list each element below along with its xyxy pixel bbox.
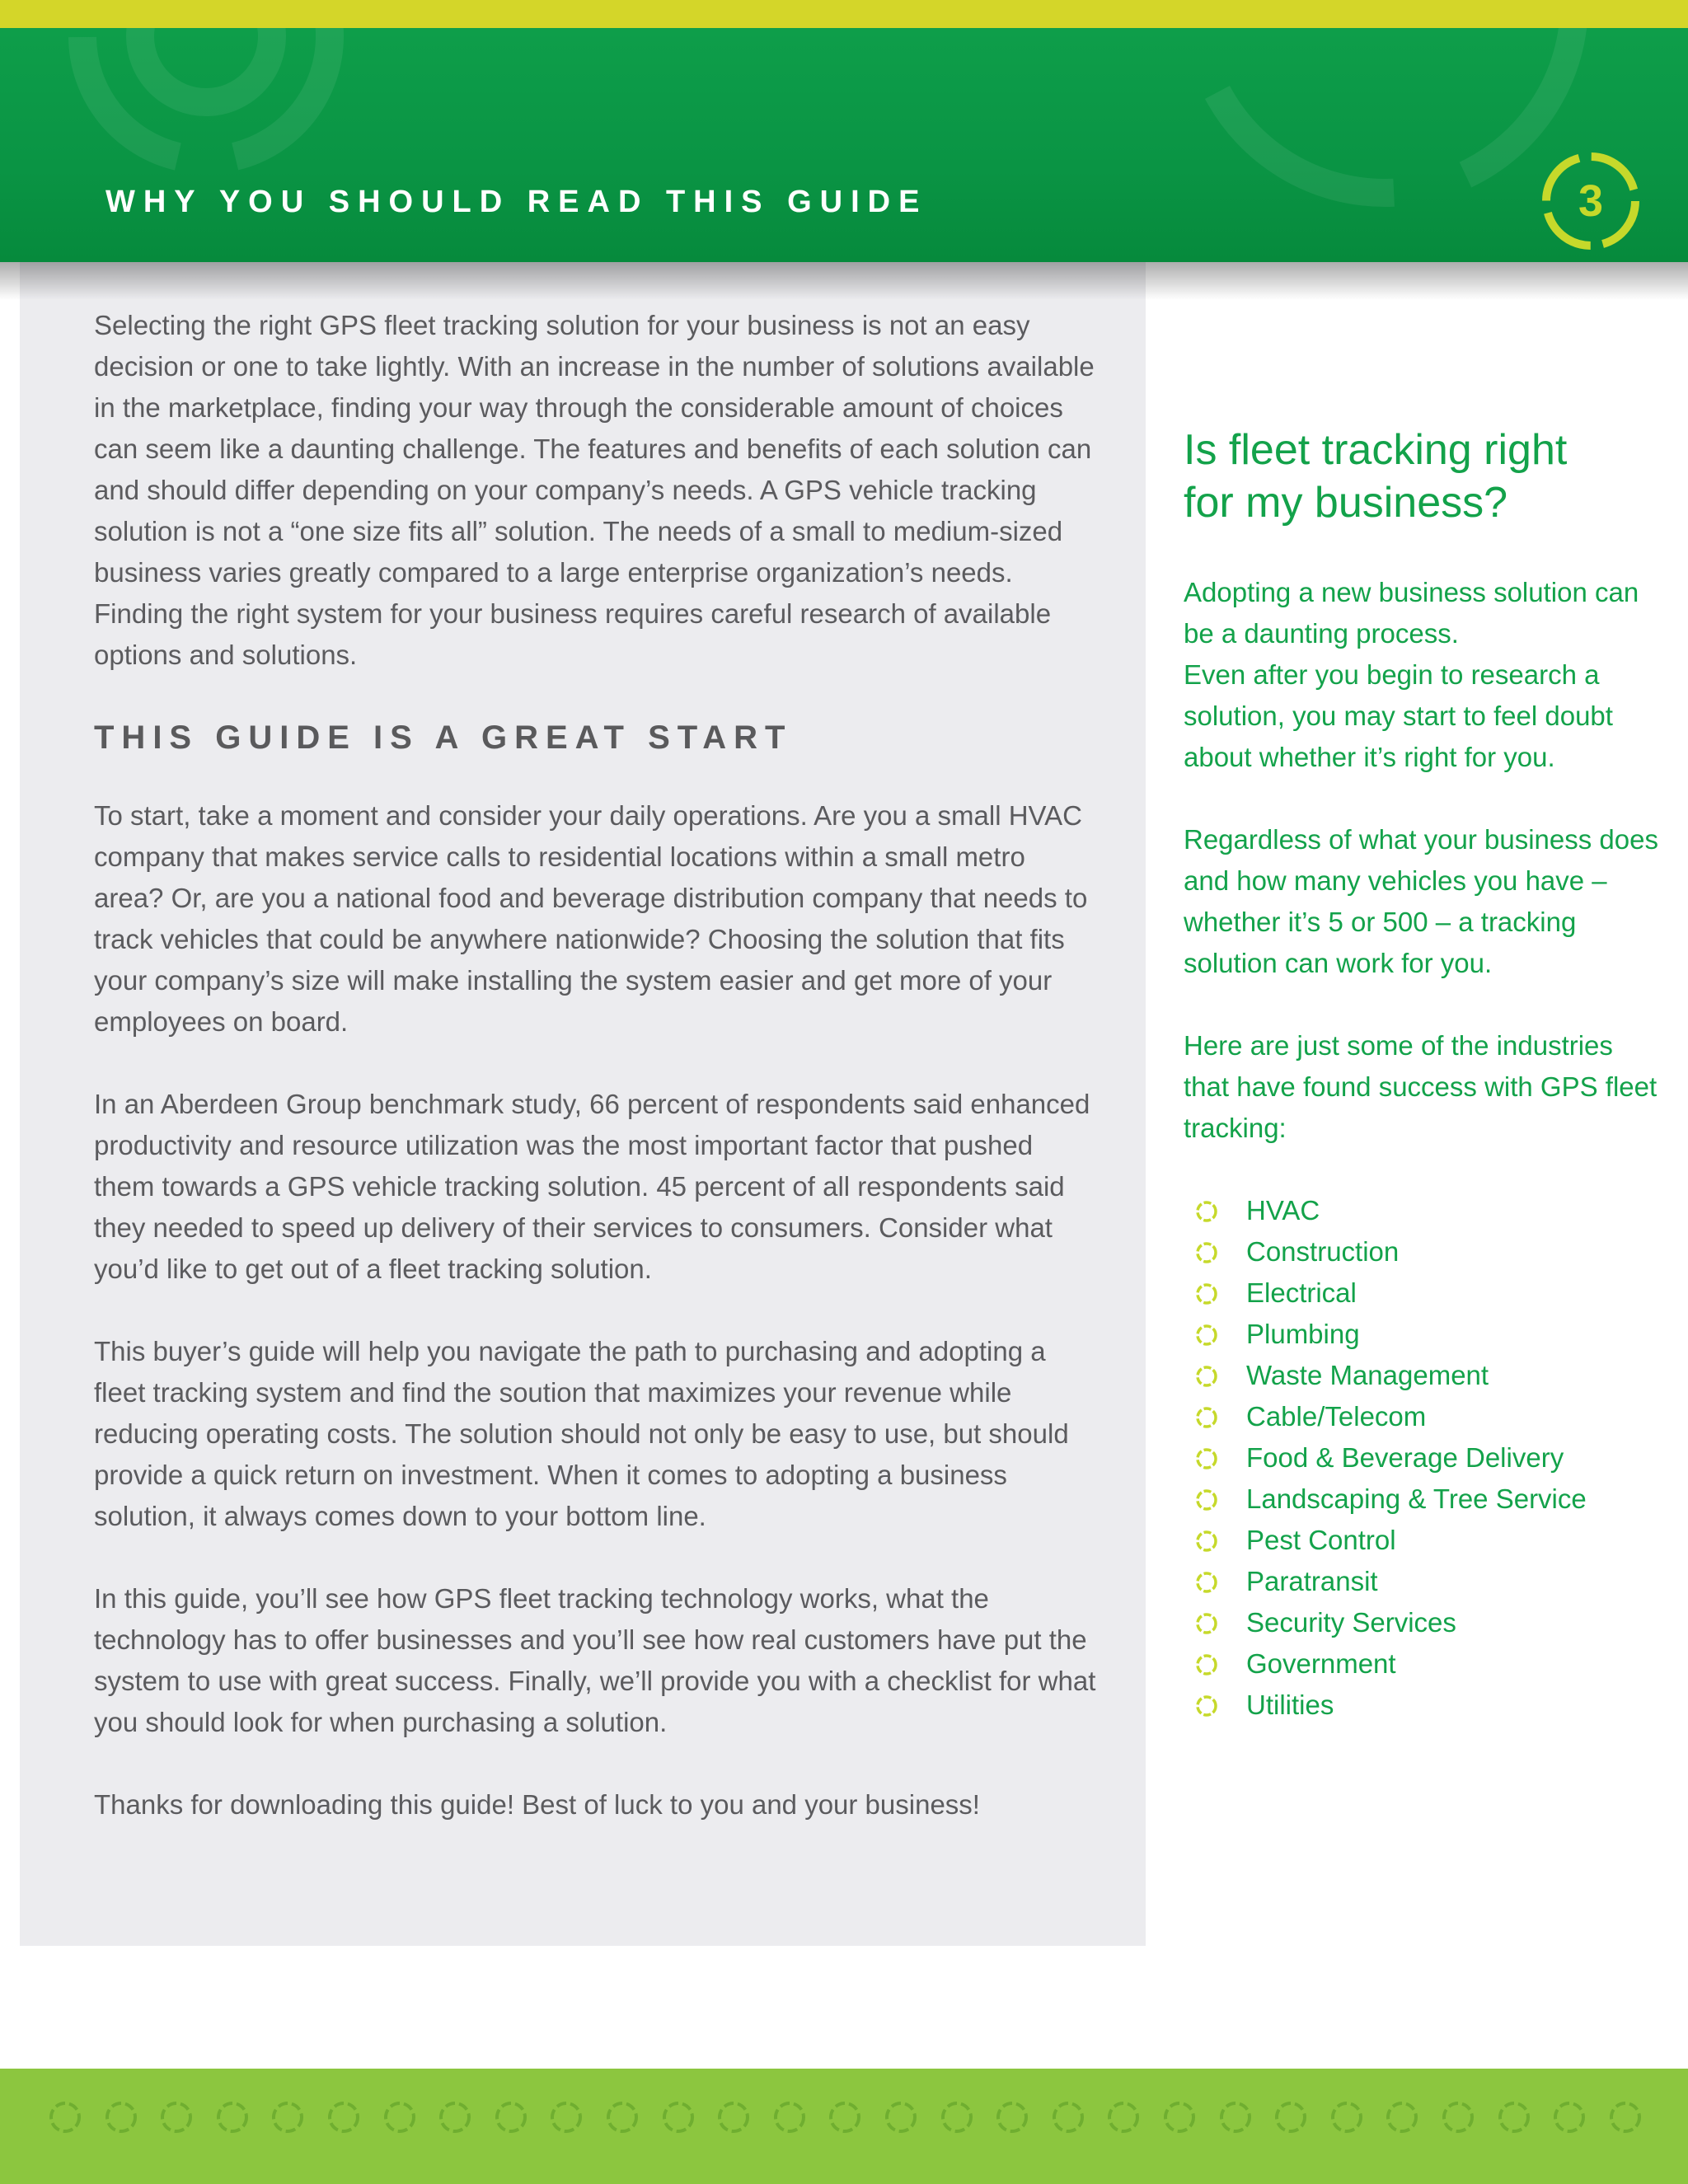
industry-label: Utilities (1246, 1690, 1334, 1720)
footer-ring-icon (382, 2100, 417, 2135)
footer-ring-icon (1329, 2100, 1364, 2135)
body-paragraph: To start, take a moment and consider your daily operations. Are you a small HVAC company that makes service calls to residential locations within a small metro area? Or, are you a national food and beverage distribution company that needs to track vehicles that could be anywhere nationwide? Choosing the solution that fits your company’s size will make installing the system easier and get more of your employees on board. (94, 800, 1088, 1037)
industry-label: Paratransit (1246, 1566, 1378, 1596)
footer-ring-icon (494, 2100, 528, 2135)
list-item (1184, 1437, 1662, 1479)
ring-bullet-icon (1195, 1324, 1218, 1347)
industry-label: Landscaping & Tree Service (1246, 1483, 1587, 1514)
list-item (1184, 1643, 1662, 1685)
footer-ring-icon (716, 2100, 751, 2135)
list-item (1184, 1520, 1662, 1561)
footer-ring-icon (1497, 2100, 1531, 2135)
industry-label: Security Services (1246, 1607, 1456, 1638)
footer-ring-icon (828, 2100, 862, 2135)
footer-ring-icon (48, 2100, 82, 2135)
footer-ring-icon (438, 2100, 472, 2135)
industry-label: Pest Control (1246, 1525, 1396, 1555)
footer-ring-icon (1051, 2100, 1085, 2135)
footer-ring-icon (884, 2100, 918, 2135)
industry-label: Construction (1246, 1236, 1400, 1267)
industries-list (1184, 1190, 1662, 1726)
footer-ring-icon (1218, 2100, 1253, 2135)
list-item (1184, 1272, 1662, 1314)
ring-bullet-icon (1195, 1612, 1218, 1635)
ring-bullet-icon (1195, 1200, 1218, 1223)
sidebar-paragraph: Regardless of what your business does and how many vehicles you have – whether it’s 5 or 500 – a tracking solution can work for you. (1184, 824, 1658, 978)
footer-ring-icon (1385, 2100, 1419, 2135)
footer-band (0, 2069, 1688, 2184)
industry-label: Food & Beverage Delivery (1246, 1442, 1564, 1473)
footer-ring-icon (549, 2100, 584, 2135)
list-item (1184, 1602, 1662, 1643)
body-paragraph: In this guide, you’ll see how GPS fleet tracking technology works, what the technology has to offer businesses and you’ll see how real customers have put the system to use with great success. Finally, we’ll provide you with a checklist for what you should look for when purchasing a solution. (94, 1583, 1096, 1737)
footer-ring-icon (1106, 2100, 1141, 2135)
industry-label: Plumbing (1246, 1319, 1360, 1349)
sidebar-paragraph (1184, 572, 1662, 778)
industry-label: Electrical (1246, 1277, 1357, 1308)
page-number: 3 (1578, 176, 1604, 226)
body-paragraph: In an Aberdeen Group benchmark study, 66 percent of respondents said enhanced productivity and resource utilization was the most important factor that pushed them towards a GPS vehicle tracking solution. 45 percent of all respondents said they needed to speed up delivery of their services to consumers. Consider what you’d like to get out of a fleet tracking solution. (94, 1089, 1090, 1284)
list-item (1184, 1231, 1662, 1272)
footer-ring-icon (159, 2100, 194, 2135)
list-item (1184, 1314, 1662, 1355)
ring-bullet-icon (1195, 1571, 1218, 1594)
closing-paragraph: Thanks for downloading this guide! Best of luck to you and your business! (94, 1789, 980, 1820)
industry-label: Government (1246, 1648, 1396, 1679)
header-title: WHY YOU SHOULD READ THIS GUIDE (106, 185, 928, 219)
list-item (1184, 1355, 1662, 1396)
section-heading: THIS GUIDE IS A GREAT START (94, 719, 793, 756)
list-item (1184, 1190, 1662, 1231)
header-decoration (0, 28, 1688, 262)
ring-bullet-icon (1195, 1694, 1218, 1718)
footer-ring-icon (326, 2100, 361, 2135)
footer-ring-icon (1552, 2100, 1587, 2135)
ring-bullet-icon (1195, 1653, 1218, 1676)
list-item (1184, 1479, 1662, 1520)
ring-bullet-icon (1195, 1488, 1218, 1511)
intro-paragraph: Selecting the right GPS fleet tracking solution for your business is not an easy decision or one to take lightly. With an increase in the number of solutions available in the marketplace, finding your way through the considerable amount of choices can seem like a daunting challenge. The features and benefits of each solution can and should differ depending on your company’s needs. A GPS vehicle tracking solution is not a “one size fits all” solution. The needs of a small to medium-sized business varies greatly compared to a large enterprise organization’s needs. Finding the right system for your business requires careful research of available options and solutions. (94, 310, 1095, 670)
footer-ring-icon (1608, 2100, 1643, 2135)
sidebar (1184, 424, 1662, 1726)
ring-bullet-icon (1195, 1241, 1218, 1264)
list-item (1184, 1561, 1662, 1602)
sidebar-title-line: for my business? (1184, 479, 1508, 527)
page-header (0, 28, 1688, 262)
sidebar-paragraph: Here are just some of the industries that have found success with GPS fleet tracking: (1184, 1030, 1658, 1143)
ring-bullet-icon (1195, 1406, 1218, 1429)
header-shadow (0, 262, 1688, 300)
list-item (1184, 1685, 1662, 1726)
footer-ring-icon (1162, 2100, 1197, 2135)
ring-bullet-icon (1195, 1365, 1218, 1388)
footer-ring-icon (772, 2100, 807, 2135)
footer-ring-icon (661, 2100, 696, 2135)
footer-ring-icon (215, 2100, 250, 2135)
top-accent-bar (0, 0, 1688, 28)
sidebar-text: Adopting a new business solution can be a daunting process. (1184, 577, 1639, 649)
main-content (94, 305, 1100, 1867)
body-paragraph: This buyer’s guide will help you navigate the path to purchasing and adopting a fleet tracking system and find the soution that maximizes your revenue while reducing operating costs. The solution should not only be easy to use, but should provide a quick return on investment. When it comes to adopting a business solution, it always comes down to your bottom line. (94, 1336, 1069, 1531)
list-item (1184, 1396, 1662, 1437)
footer-ring-icon (995, 2100, 1029, 2135)
ring-bullet-icon (1195, 1530, 1218, 1553)
industry-label: Cable/Telecom (1246, 1401, 1427, 1432)
footer-ring-icon (270, 2100, 305, 2135)
sidebar-text: Even after you begin to research a solution, you may start to feel doubt about whether it’s right for you. (1184, 659, 1613, 772)
footer-ring-icon (1441, 2100, 1475, 2135)
footer-ring-icon (104, 2100, 138, 2135)
footer-ring-icon (605, 2100, 640, 2135)
industry-label: HVAC (1246, 1195, 1320, 1226)
sidebar-title-line: Is fleet tracking right (1184, 426, 1568, 474)
sidebar-title (1184, 424, 1662, 529)
ring-bullet-icon (1195, 1447, 1218, 1470)
footer-ring-icon (940, 2100, 974, 2135)
footer-ring-icon (1273, 2100, 1308, 2135)
page-number-badge (1541, 152, 1640, 251)
industry-label: Waste Management (1246, 1360, 1489, 1390)
ring-bullet-icon (1195, 1282, 1218, 1305)
